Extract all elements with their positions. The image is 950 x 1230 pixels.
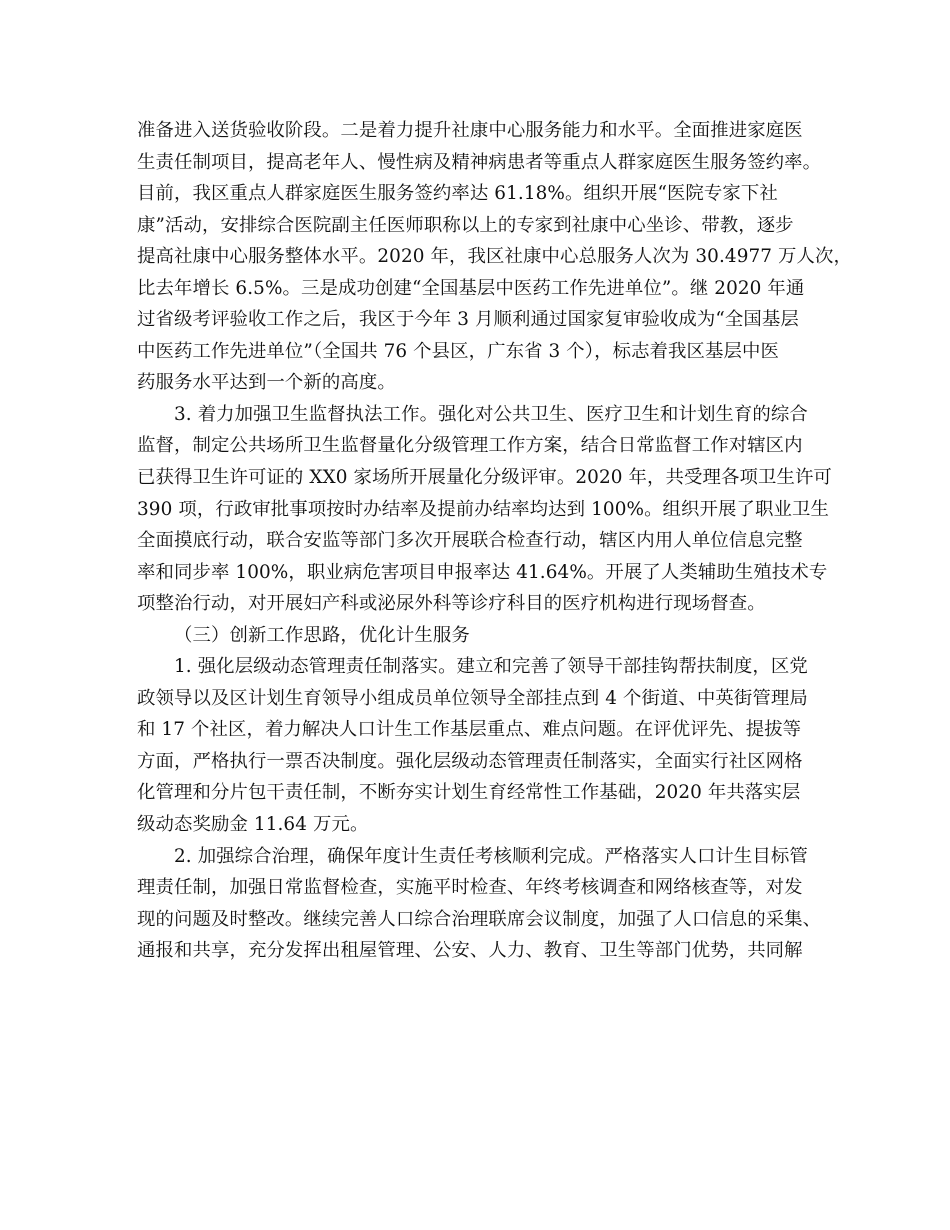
document-body [137, 115, 853, 967]
text-line: 1. 强化层级动态管理责任制落实。建立和完善了领导干部挂钩帮扶制度，区党 [174, 656, 808, 678]
text-line: 比去年增长 6.5%。三是成功创建“全国基层中医药工作先进单位”。继 2020 年通 [137, 277, 805, 299]
text-line: 项整治行动，对开展妇产科或泌尿外科等诊疗科目的医疗机构进行现场督查。 [137, 593, 766, 615]
text-line: 390 项，行政审批事项按时办结率及提前办结率均达到 100%。组织开展了职业卫生 [137, 498, 829, 520]
text-line: （三）创新工作思路，优化计生服务 [174, 624, 470, 646]
text-line: 化管理和分片包干责任制，不断夯实计划生育经常性工作基础，2020 年共落实层 [137, 782, 801, 804]
text-line: 药服务水平达到一个新的高度。 [137, 372, 396, 394]
text-line: 准备进入送货验收阶段。二是着力提升社康中心服务能力和水平。全面推进家庭医 [137, 120, 803, 141]
text-line: 政领导以及区计划生育领导小组成员单位领导全部挂点到 4 个街道、中英街管理局 [137, 687, 808, 709]
text-line: 理责任制，加强日常监督检查，实施平时检查、年终考核调查和网络核查等，对发 [137, 877, 803, 899]
text-line: 已获得卫生许可证的 XX0 家场所开展量化分级评审。2020 年，共受理各项卫生许可 [137, 467, 832, 489]
text-line: 生责任制项目，提高老年人、慢性病及精神病患者等重点人群家庭医生服务签约率。 [137, 151, 822, 173]
text-line: 康”活动，安排综合医院副主任医师职称以上的专家到社康中心坐诊、带教，逐步 [137, 214, 794, 236]
text-line: 全面摸底行动，联合安监等部门多次开展联合检查行动，辖区内用人单位信息完整 [137, 530, 803, 552]
text-line: 3. 着力加强卫生监督执法工作。强化对公共卫生、医疗卫生和计划生育的综合 [174, 403, 808, 425]
text-line: 和 17 个社区，着力解决人口计生工作基层重点、难点问题。在评优评先、提拔等 [137, 719, 802, 741]
text-line: 率和同步率 100%，职业病危害项目申报率达 41.64%。开展了人类辅助生殖技术专 [137, 561, 828, 583]
text-line: 现的问题及时整改。继续完善人口综合治理联席会议制度，加强了人口信息的采集、 [137, 908, 822, 930]
text-line: 通报和共享，充分发挥出租屋管理、公安、人力、教育、卫生等部门优势，共同解 [137, 940, 803, 962]
text-line: 监督，制定公共场所卫生监督量化分级管理工作方案，结合日常监督工作对辖区内 [137, 435, 803, 457]
text-line: 方面，严格执行一票否决制度。强化层级动态管理责任制落实，全面实行社区网格 [137, 750, 803, 772]
text-line: 目前，我区重点人群家庭医生服务签约率达 61.18%。组织开展“医院专家下社 [137, 183, 778, 205]
text-line: 提高社康中心服务整体水平。2020 年，我区社康中心总服务人次为 30.4977 万人次， [137, 246, 853, 268]
text-line: 2. 加强综合治理，确保年度计生责任考核顺利完成。严格落实人口计生目标管 [174, 845, 808, 867]
text-line: 级动态奖励金 11.64 万元。 [137, 814, 369, 836]
text-line: 过省级考评验收工作之后，我区于今年 3 月顺利通过国家复审验收成为“全国基层 [137, 309, 799, 331]
text-line: 中医药工作先进单位”（全国共 76 个县区，广东省 3 个），标志着我区基层中医 [137, 340, 779, 362]
